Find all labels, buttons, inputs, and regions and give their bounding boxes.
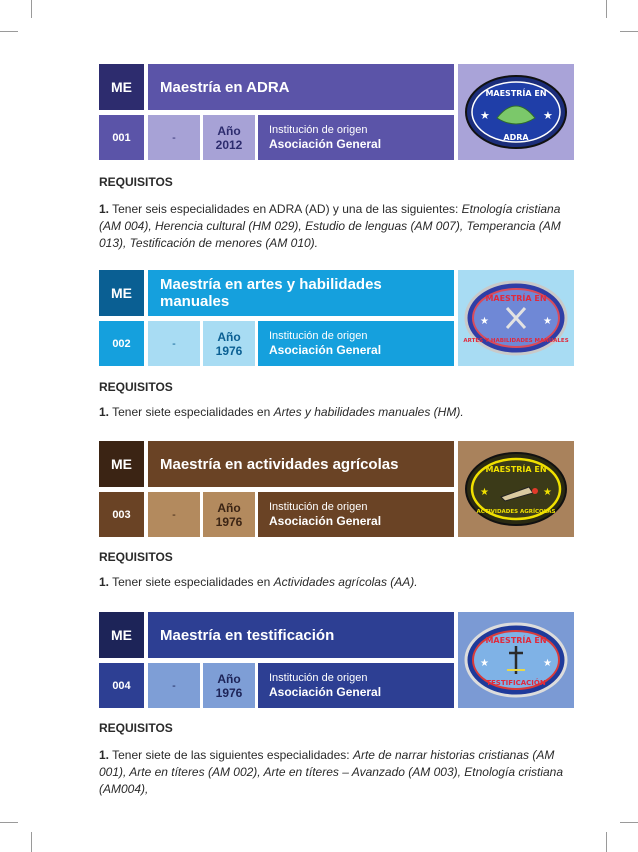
- institution-cell: [258, 492, 454, 537]
- year-label: Año: [217, 123, 241, 138]
- crop-mark: [0, 822, 18, 823]
- svg-text:ACTIVIDADES AGRÍCOLAS: ACTIVIDADES AGRÍCOLAS: [476, 509, 556, 515]
- svg-text:TESTIFICACIÓN: TESTIFICACIÓN: [486, 679, 546, 687]
- crop-mark: [620, 31, 638, 32]
- crop-mark: [31, 832, 32, 852]
- year-value: 1976: [215, 514, 243, 529]
- institution-label: Institución de origen: [269, 330, 368, 342]
- year-cell: [203, 663, 255, 708]
- svg-text:★: ★: [480, 658, 489, 669]
- requirements-heading: REQUISITOS: [99, 175, 173, 189]
- svg-text:MAESTRÍA EN: MAESTRÍA EN: [485, 636, 547, 645]
- year-label: Año: [217, 500, 241, 515]
- institution-label: Institución de origen: [269, 501, 368, 513]
- adra-badge-icon: [463, 72, 569, 152]
- year-label: Año: [217, 329, 241, 344]
- agricolas-badge-icon: [463, 449, 569, 529]
- svg-text:ARTES Y HABILIDADES MANUALES: ARTES Y HABILIDADES MANUALES: [463, 338, 569, 344]
- requirements-text: 1. Tener siete especialidades en Actividades agrícolas (AA).: [99, 575, 418, 589]
- abbr-cell: ME: [99, 441, 144, 487]
- institution-cell: [258, 115, 454, 160]
- year-value: 2012: [215, 137, 243, 152]
- honor-title: Maestría en actividades agrícolas: [148, 441, 454, 487]
- requirements-heading: REQUISITOS: [99, 550, 173, 564]
- institution-label: Institución de origen: [269, 124, 368, 136]
- institution-value: Asociación General: [269, 514, 382, 528]
- badge-panel: [458, 612, 574, 708]
- institution-label: Institución de origen: [269, 672, 368, 684]
- honor-title: Maestría en ADRA: [148, 64, 454, 110]
- institution-cell: [258, 321, 454, 366]
- badge-panel: [458, 270, 574, 366]
- requirements-text: 1. Tener siete de las siguientes especialidades: Arte de narrar historias cristianas (AM 001), Arte en títeres (AM 002), Arte en títeres – Avanzado (AM 003), Etnología cristiana (AM004),: [99, 748, 564, 796]
- dash-cell: -: [148, 663, 200, 708]
- year-label: Año: [217, 671, 241, 686]
- dash-cell: -: [148, 115, 200, 160]
- testificacion-badge-icon: [463, 620, 569, 700]
- honor-card-agricolas: [99, 441, 574, 537]
- requirements-heading: REQUISITOS: [99, 380, 173, 394]
- requirements-text: 1. Tener seis especialidades en ADRA (AD) y una de las siguientes: Etnología cristiana (AM 004), Herencia cultural (HM 029), Estudio de lenguas (AM 007), Temperancia (AM 013), Testificación de menores (AM 010).: [99, 202, 561, 250]
- year-cell: [203, 321, 255, 366]
- requirements-heading: REQUISITOS: [99, 721, 173, 735]
- honor-title: Maestría en testificación: [148, 612, 454, 658]
- crop-mark: [606, 0, 607, 18]
- abbr-cell: ME: [99, 612, 144, 658]
- institution-value: Asociación General: [269, 343, 382, 357]
- honor-card-artes: [99, 270, 574, 366]
- svg-text:★: ★: [543, 658, 552, 669]
- svg-text:★: ★: [480, 109, 490, 122]
- crop-mark: [606, 832, 607, 852]
- svg-text:ADRA: ADRA: [503, 133, 529, 142]
- dash-cell: -: [148, 492, 200, 537]
- honor-code: 001: [99, 115, 144, 160]
- badge-panel: [458, 441, 574, 537]
- dash-cell: -: [148, 321, 200, 366]
- institution-value: Asociación General: [269, 137, 382, 151]
- crop-mark: [0, 31, 18, 32]
- svg-text:★: ★: [480, 316, 489, 327]
- honor-card-adra: [99, 64, 574, 160]
- svg-text:MAESTRÍA EN: MAESTRÍA EN: [485, 89, 547, 98]
- abbr-cell: ME: [99, 270, 144, 316]
- honor-code: 003: [99, 492, 144, 537]
- honor-card-testificacion: [99, 612, 574, 708]
- honor-code: 004: [99, 663, 144, 708]
- svg-text:MAESTRÍA EN: MAESTRÍA EN: [485, 294, 547, 303]
- badge-panel: [458, 64, 574, 160]
- year-value: 1976: [215, 343, 243, 358]
- crop-mark: [31, 0, 32, 18]
- svg-text:★: ★: [543, 316, 552, 327]
- institution-cell: [258, 663, 454, 708]
- svg-text:★: ★: [480, 487, 489, 498]
- year-value: 1976: [215, 685, 243, 700]
- svg-text:★: ★: [543, 109, 553, 122]
- abbr-cell: ME: [99, 64, 144, 110]
- year-cell: [203, 492, 255, 537]
- svg-text:MAESTRÍA EN: MAESTRÍA EN: [485, 465, 547, 474]
- artes-badge-icon: [463, 278, 569, 358]
- requirements-text: 1. Tener siete especialidades en Artes y habilidades manuales (HM).: [99, 405, 464, 419]
- year-cell: [203, 115, 255, 160]
- honor-code: 002: [99, 321, 144, 366]
- crop-mark: [620, 822, 638, 823]
- institution-value: Asociación General: [269, 685, 382, 699]
- honor-title: Maestría en artes y habilidades manuales: [148, 270, 454, 316]
- svg-text:★: ★: [543, 487, 552, 498]
